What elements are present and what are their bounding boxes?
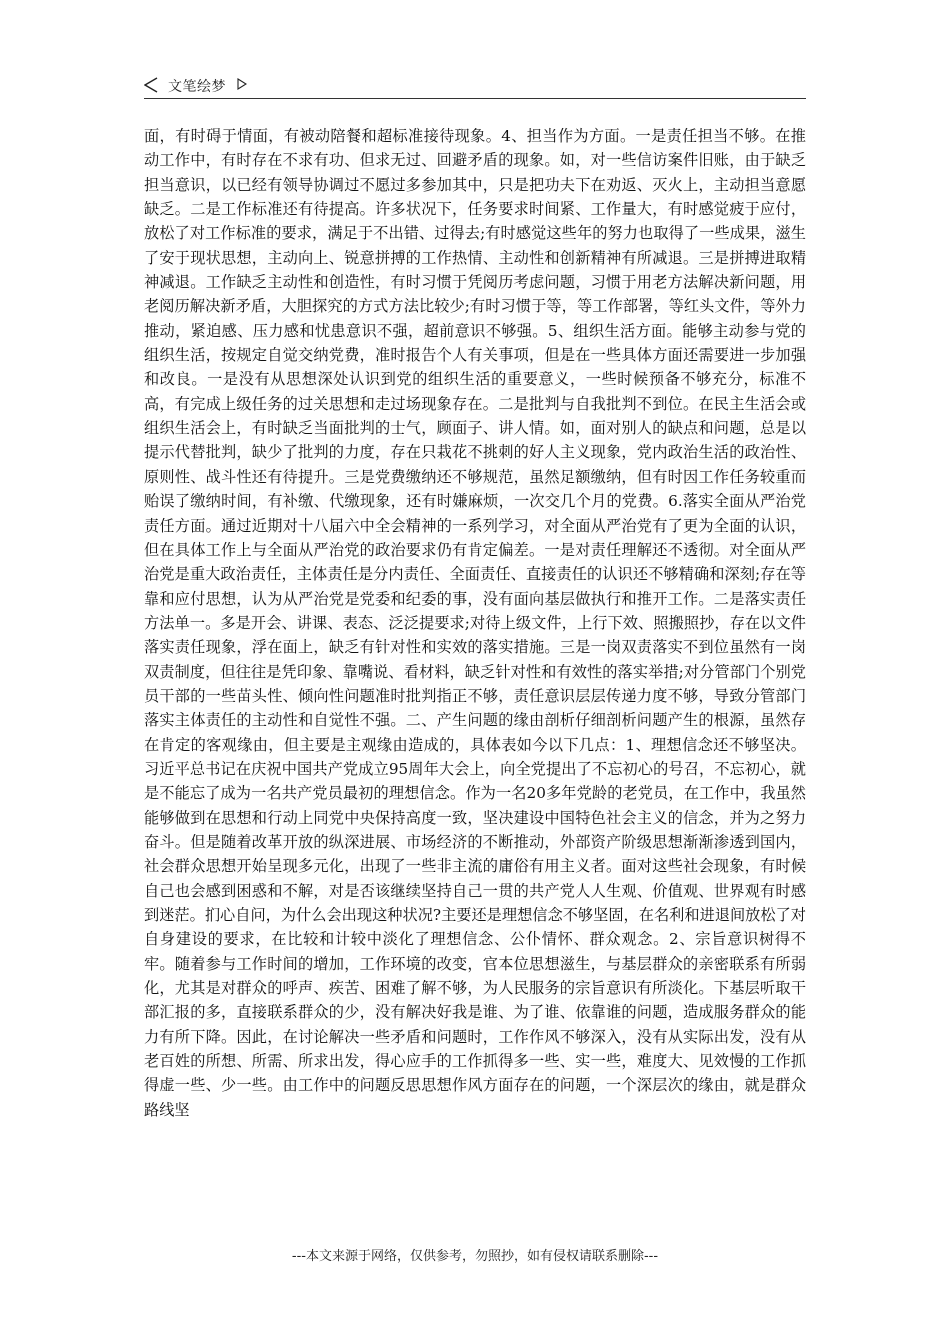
triangle-left-icon [144, 77, 158, 93]
header-brand: 文笔绘梦 [168, 79, 226, 95]
document-body-text: 面，有时碍于情面，有被动陪餐和超标准接待现象。4、担当作为方面。一是责任担当不够。在推动工作中，有时存在不求有功、但求无过、回避矛盾的现象。如，对一些信访案件旧账，由于缺乏担当意识，以已经有领导协调过不愿过多参加其中，只是把功夫下在劝返、灭火上，主动担当意愿缺乏。二是工作标准还有待提高。许多状况下，任务要求时间紧、工作量大，有时感觉疲于应付，放松了对工作标准的要求，满足于不出错、过得去;有时感觉这些年的努力也取得了一些成果，滋生了安于现状思想，主动向上、锐意拼搏的工作热情、主动性和创新精神有所减退。三是拼搏进取精神减退。工作缺乏主动性和创造性，有时习惯于凭阅历考虑问题，习惯于用老方法解决新问题，用老阅历解决新矛盾，大胆探究的方式方法比较少;有时习惯于等，等工作部署，等红头文件，等外力推动，紧迫感、压力感和忧患意识不强，超前意识不够强。5、组织生活方面。能够主动参与党的组织生活，按规定自觉交纳党费，准时报告个人有关事项，但是在一些具体方面还需要进一步加强和改良。一是没有从思想深处认识到党的组织生活的重要意义，一些时候预备不够充分，标准不高，有完成上级任务的过关思想和走过场现象存在。二是批判与自我批判不到位。在民主生活会或组织生活会上，有时缺乏当面批判的士气，顾面子、讲人情。如，面对别人的缺点和问题，总是以提示代替批判，缺少了批判的力度，存在只栽花不挑刺的好人主义现象，党内政治生活的政治性、原则性、战斗性还有待提升。三是党费缴纳还不够规范，虽然足额缴纳，但有时因工作任务较重而贻误了缴纳时间，有补缴、代缴现象，还有时嫌麻烦，一次交几个月的党费。6.落实全面从严治党责任方面。通过近期对十八届六中全会精神的一系列学习，对全面从严治党有了更为全面的认识，但在具体工作上与全面从严治党的政治要求仍有肯定偏差。一是对责任理解还不透彻。对全面从严治党是重大政治责任，主体责任是分内责任、全面责任、直接责任的认识还不够精确和深刻;存在等靠和应付思想，认为从严治党是党委和纪委的事，没有面向基层做执行和推开工作。二是落实责任方法单一。多是开会、讲课、表态、泛泛提要求;对待上级文件，上行下效、照搬照抄，存在以文件落实责任现象，浮在面上，缺乏有针对性和实效的落实措施。三是一岗双责落实不到位虽然有一岗双责制度，但往往是凭印象、靠嘴说、看材料，缺乏针对性和有效性的落实举措;对分管部门个别党员干部的一些苗头性、倾向性问题准时批判指正不够，责任意识层层传递力度不够，导致分管部门落实主体责任的主动性和自觉性不强。二、产生问题的缘由剖析仔细剖析问题产生的根源，虽然存在肯定的客观缘由，但主要是主观缘由造成的，具体表如今以下几点：1、理想信念还不够坚决。习近平总书记在庆祝中国共产党成立95周年大会上，向全党提出了不忘初心的号召，不忘初心，就是不能忘了成为一名共产党员最初的理想信念。作为一名20多年党龄的老党员，在工作中，我虽然能够做到在思想和行动上同党中央保持高度一致，坚决建设中国特色社会主义的信念，并为之努力奋斗。但是随着改革开放的纵深进展、市场经济的不断推动，外部资产阶级思想渐渐渗透到国内，社会群众思想开始呈现多元化，出现了一些非主流的庸俗有用主义者。面对这些社会现象，有时候自己也会感到困惑和不解，对是否该继续坚持自己一贯的共产党人人生观、价值观、世界观有时感到迷茫。扪心自问，为什么会出现这种状况?主要还是理想信念不够坚固，在名利和进退间放松了对自身建设的要求，在比较和计较中淡化了理想信念、公仆情怀、群众观念。2、宗旨意识树得不牢。随着参与工作时间的增加，工作环境的改变，官本位思想滋生，与基层群众的亲密联系有所弱化，尤其是对群众的呼声、疾苦、困难了解不够，为人民服务的宗旨意识有所淡化。下基层听取干部汇报的多，直接联系群众的少，没有解决好我是谁、为了谁、依靠谁的问题，造成服务群众的能力有所下降。因此，在讨论解决一些矛盾和问题时，工作作风不够深入，没有从实际出发，没有从老百姓的所想、所需、所求出发，得心应手的工作抓得多一些、实一些，难度大、见效慢的工作抓得虚一些、少一些。由工作中的问题反思思想作风方面存在的问题，一个深层次的缘由，就是群众路线坚 [144, 127, 806, 1119]
triangle-right-icon [237, 78, 247, 90]
footer-notice: ---本文来源于网络，仅供参考，勿照抄，如有侵权请联系删除--- [291, 1249, 659, 1264]
page-header [144, 74, 806, 99]
